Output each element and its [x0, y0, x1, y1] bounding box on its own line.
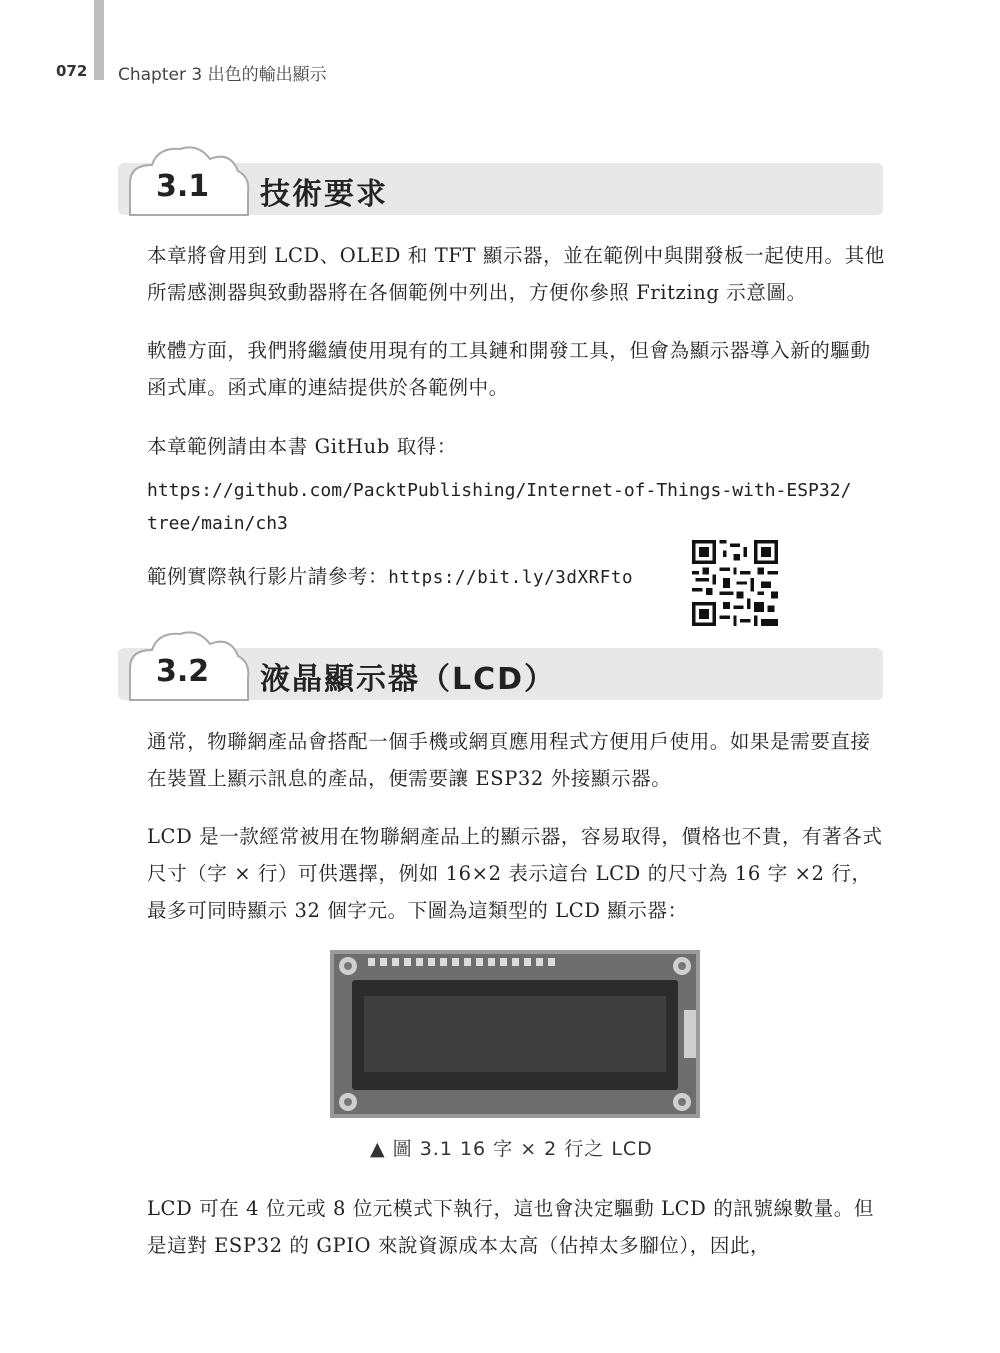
section-heading-3-1 [118, 163, 883, 215]
section-number: 3.2 [156, 654, 210, 689]
github-url-line-2[interactable]: tree/main/ch3 [147, 513, 288, 534]
video-url[interactable]: https://bit.ly/3dXRFto [388, 568, 634, 588]
section-title: 液晶顯示器（LCD） [260, 662, 557, 697]
margin-tab [94, 0, 104, 80]
qr-code-icon [690, 540, 780, 626]
section-number: 3.1 [156, 169, 210, 204]
lcd-module-image [330, 950, 700, 1118]
video-label: 範例實際執行影片請參考： [147, 565, 389, 588]
section-title: 技術要求 [260, 177, 388, 212]
paragraph: 本章將會用到 LCD、OLED 和 TFT 顯示器，並在範例中與開發板一起使用。其他所需感測器與致動器將在各個範例中列出，方便你參照 Fritzing 示意圖。 [147, 244, 885, 304]
github-url-line-1[interactable]: https://github.com/PacktPublishing/Internet-of-Things-with-ESP32/ [147, 480, 852, 501]
paragraph: 本章範例請由本書 GitHub 取得： [147, 435, 457, 458]
running-head: Chapter 3 出色的輸出顯示 [118, 65, 327, 85]
paragraph: LCD 可在 4 位元或 8 位元模式下執行，這也會決定驅動 LCD 的訊號線數量。但是這對 ESP32 的 GPIO 來說資源成本太高（佔掉太多腳位），因此， [147, 1197, 875, 1257]
section-heading-3-2 [118, 648, 883, 700]
paragraph: 通常，物聯網產品會搭配一個手機或網頁應用程式方便用戶使用。如果是需要直接在裝置上顯示訊息的產品，便需要讓 ESP32 外接顯示器。 [147, 730, 871, 790]
paragraph: LCD 是一款經常被用在物聯網產品上的顯示器，容易取得，價格也不貴，有著各式尺寸（字 × 行）可供選擇，例如 16×2 表示這台 LCD 的尺寸為 16 字 ×2 行，最多可同時顯示 32 個字元。下圖為這類型的 LCD 顯示器： [147, 825, 883, 922]
page-number: 072 [56, 62, 88, 80]
figure-caption: ▲ 圖 3.1 16 字 × 2 行之 LCD [370, 1138, 653, 1160]
paragraph: 軟體方面，我們將繼續使用現有的工具鏈和開發工具，但會為顯示器導入新的驅動函式庫。函式庫的連結提供於各範例中。 [147, 339, 871, 399]
